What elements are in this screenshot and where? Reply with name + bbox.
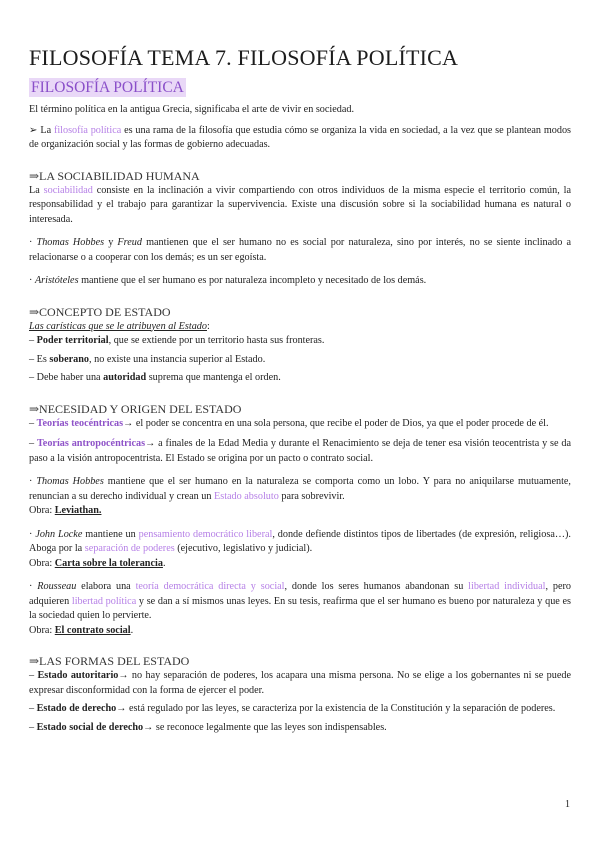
- period: .: [130, 624, 134, 636]
- bullet: ·: [29, 528, 36, 540]
- rousseau-text-4: y se dan a sí mismos unas leyes. En su tesis, reafirma que el ser humano es bueno por naturaleza y que es la sociedad quien lo pervierte.: [29, 595, 571, 621]
- colon: :: [206, 320, 210, 332]
- sociabilidad-text: consiste en la inclinación a vivir compartiendo con otros individuos de la misma especie el territorio común, la responsabilidad y el trabajo para garantizar la supervivencia. Existe una discusión sobre si la sociabilidad humana es natural o interesada.: [29, 184, 571, 225]
- aristoteles-text: mantiene que el ser humano es por naturaleza incompleto y necesitado de los demás.: [78, 275, 427, 286]
- conjunction: y: [104, 237, 118, 248]
- highlight-antropocentricas: Teorías antropocéntricas: [36, 438, 146, 449]
- obra-label: Obra:: [29, 505, 55, 516]
- dash: –: [29, 417, 37, 429]
- locke-text-2: , donde defiende distintos tipos de libertades (de expresión, religiosa…). Aboga por la: [29, 528, 571, 554]
- rousseau-text: elabora una: [76, 581, 136, 592]
- bullet: ·: [29, 237, 37, 248]
- obra-label: Obra:: [29, 557, 55, 569]
- sociabilidad-prefix: La: [29, 184, 44, 196]
- dash: –: [29, 335, 37, 346]
- hobbes-estado-paragraph: [29, 475, 571, 519]
- item-text: → está regulado por las leyes, se caracteriza por la existencia de la Constitución y la separación de poderes.: [116, 703, 556, 714]
- locke-paragraph: [29, 528, 571, 572]
- obra-carta-tolerancia: Carta sobre la tolerancia: [54, 557, 163, 569]
- aristoteles-paragraph: [29, 274, 571, 289]
- list-item: [29, 371, 571, 386]
- highlight-filosofia-politica: filosofía política: [53, 124, 122, 136]
- page-title: FILOSOFÍA TEMA 7. FILOSOFÍA POLÍTICA: [29, 45, 459, 70]
- dash: –: [29, 721, 37, 733]
- heading-sociabilidad: ⇒LA SOCIABILIDAD HUMANA: [29, 168, 200, 183]
- locke-text-3: (ejecutivo, legislativo y judicial).: [174, 543, 313, 554]
- dash: –: [29, 670, 38, 681]
- section-subtitle: FILOSOFÍA POLÍTICA: [31, 79, 184, 96]
- intro-paragraph-2: [29, 124, 571, 153]
- dash: –: [29, 438, 37, 449]
- list-item: [29, 721, 571, 736]
- list-item: [29, 669, 571, 698]
- author-aristoteles: Aristóteles: [34, 275, 79, 286]
- list-item: [29, 334, 571, 349]
- author-hobbes: Thomas Hobbes: [36, 476, 104, 487]
- author-locke: John Locke: [35, 528, 83, 540]
- bullet: ·: [29, 275, 35, 286]
- highlight-teoria-democratica: teoría democrática directa y social: [135, 581, 285, 592]
- term-bold: Estado de derecho: [36, 703, 117, 714]
- list-item: [29, 702, 571, 717]
- obra-contrato-social: El contrato social: [54, 624, 131, 636]
- antropocentricas-paragraph: [29, 437, 571, 466]
- rousseau-paragraph: [29, 580, 571, 638]
- hobbes-freud-text: mantienen que el ser humano no es social por naturaleza, sino por interés, no se siente inclinado a relacionarse o a cooperar con los demás; es un ser egoísta.: [29, 237, 571, 263]
- item-text: → se reconoce legalmente que las leyes son indispensables.: [143, 721, 387, 733]
- term-bold: autoridad: [103, 372, 147, 383]
- term-bold: Estado social de derecho: [36, 721, 144, 733]
- rousseau-text-2: , donde los seres humanos abandonan su: [284, 581, 469, 592]
- arrow-prefix: ➢ La: [29, 124, 54, 136]
- term-bold: Poder territorial: [36, 335, 109, 346]
- obra-label: Obra:: [29, 624, 55, 636]
- hobbes-text-end: para sobrevivir.: [278, 490, 345, 502]
- hobbes-freud-paragraph: [29, 236, 571, 265]
- page-number: 1: [565, 799, 570, 810]
- dash: –: [29, 703, 37, 714]
- document-page: [29, 44, 571, 735]
- highlight-pensamiento-liberal: pensamiento democrático liberal: [138, 528, 273, 540]
- term-bold: soberano: [49, 353, 89, 365]
- item-text: , no existe una instancia superior al Estado.: [89, 353, 266, 365]
- highlight-libertad-individual: libertad individual: [468, 581, 546, 592]
- item-text: → no hay separación de poderes, los acapara una misma persona. No se elige a los gobernantes ni se puede expresar disconformidad con la forma de ejercer el poder.: [29, 670, 571, 696]
- highlight-sociabilidad: sociabilidad: [43, 184, 93, 196]
- heading-formas-estado: ⇒LAS FORMAS DEL ESTADO: [29, 654, 190, 668]
- obra-leviathan: Leviathan.: [54, 505, 102, 516]
- highlight-teocentricas: Teorías teocéntricas: [36, 417, 124, 429]
- heading-concepto-estado: ⇒CONCEPTO DE ESTADO: [29, 304, 171, 319]
- item-text: suprema que mantenga el orden.: [146, 372, 281, 383]
- hobbes-text: mantiene que el ser humano en la naturaleza se comporta como un lobo. Y para no aniquilarse mutuamente, renuncian a su derecho individual y crean un: [29, 476, 571, 502]
- highlight-estado-absoluto: Estado absoluto: [214, 490, 279, 502]
- characteristics-label: Las carísticas que se le atribuyen al Estado: [29, 320, 207, 332]
- sociabilidad-paragraph: [29, 184, 571, 228]
- intro2-text: es una rama de la filosofía que estudia cómo se organiza la vida en sociedad, a la vez que se plantean modos de organización social y las formas de gobierno adecuadas.: [29, 124, 571, 150]
- teocentricas-text: → el poder se concentra en una sola persona, que recibe el poder de Dios, ya que el poder procede de él.: [123, 417, 549, 429]
- author-rousseau: Rousseau: [37, 581, 77, 592]
- list-item: [29, 353, 571, 368]
- highlight-libertad-politica: libertad política: [71, 595, 137, 607]
- author-hobbes: Thomas Hobbes: [36, 237, 105, 248]
- heading-origen-estado: ⇒NECESIDAD Y ORIGEN DEL ESTADO: [29, 401, 242, 416]
- dash: – Es: [29, 353, 50, 365]
- teocentricas-paragraph: [29, 417, 571, 432]
- dash: – Debe haber una: [29, 372, 104, 383]
- bullet: ·: [29, 476, 37, 487]
- highlight-separacion-poderes: separación de poderes: [84, 543, 175, 554]
- intro-paragraph-1: El término política en la antigua Grecia, significaba el arte de vivir en sociedad.: [29, 104, 355, 115]
- bullet: ·: [29, 581, 38, 592]
- locke-text: mantiene un: [82, 528, 139, 540]
- item-text: , que se extiende por un territorio hasta sus fronteras.: [108, 335, 325, 346]
- estado-characteristics-intro: [29, 320, 571, 335]
- term-bold: Estado autoritario: [37, 670, 119, 681]
- period: .: [162, 557, 166, 569]
- author-freud: Freud: [117, 237, 142, 248]
- rousseau-text-3: , pero adquieren: [29, 581, 571, 607]
- antropocentricas-text: → a finales de la Edad Media y durante el Renacimiento se deja de tener esa visión teocentrista y se da paso a la visión antropocentrista. El Estado se origina por un pacto o contrato social.: [29, 438, 572, 464]
